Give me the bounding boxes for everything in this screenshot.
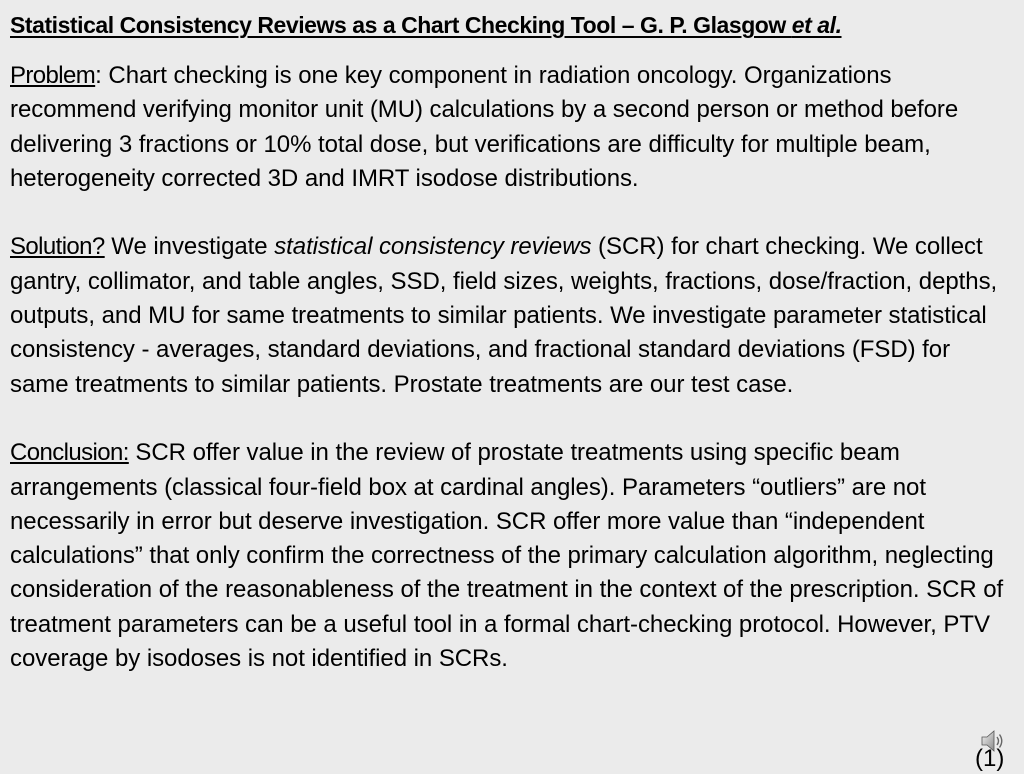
conclusion-heading: Conclusion: (10, 439, 129, 467)
problem-heading: Problem (10, 62, 96, 89)
solution-text-before: We investigate (104, 233, 275, 261)
solution-text-after: (SCR) for chart checking. We collect gantry, collimator, and table angles, SSD, field sizes, weights, fractions, dose/fraction, depths, outputs, and MU for same treatments to similar patients. We investigate parameter statistical consistency - averages, standard deviations, and fractional standard deviations (FSD) for same treatments to similar patients. Prostate treatments are our test case. (10, 233, 998, 398)
slide (10, 10, 1014, 676)
problem-paragraph (10, 59, 1014, 196)
solution-italic: statistical consistency reviews (274, 233, 592, 261)
speaker-icon[interactable] (980, 728, 1006, 754)
conclusion-text: SCR offer value in the review of prostate treatments using specific beam arrangements (classical four-field box at cardinal angles). Parameters “outliers” are not necessarily in error but deserve investigation. SCR offer more value than “independent calculations” that only confirm the correctness of the primary calculation algorithm, neglecting consideration of the reasonableness of the treatment in the context of the prescription. SCR of treatment parameters can be a useful tool in a formal chart-checking protocol. However, PTV coverage by isodoses is not identified in SCRs. (10, 439, 1004, 673)
problem-text: : Chart checking is one key component in radiation oncology. Organizations recommend verifying monitor unit (MU) calculations by a second person or method before delivering 3 fractions or 10% total dose, but verifications are difficulty for multiple beam, heterogeneity corrected 3D and IMRT isodose distributions. (10, 62, 959, 192)
title-main: Statistical Consistency Reviews as a Chart Checking Tool – G. P. Glasgow (10, 12, 792, 38)
solution-heading: Solution? (10, 233, 105, 261)
title-etal: et al. (791, 12, 842, 38)
page-number: (1) (975, 745, 1005, 772)
slide-title (10, 10, 1014, 40)
conclusion-paragraph (10, 436, 1014, 676)
solution-paragraph (10, 230, 1014, 401)
